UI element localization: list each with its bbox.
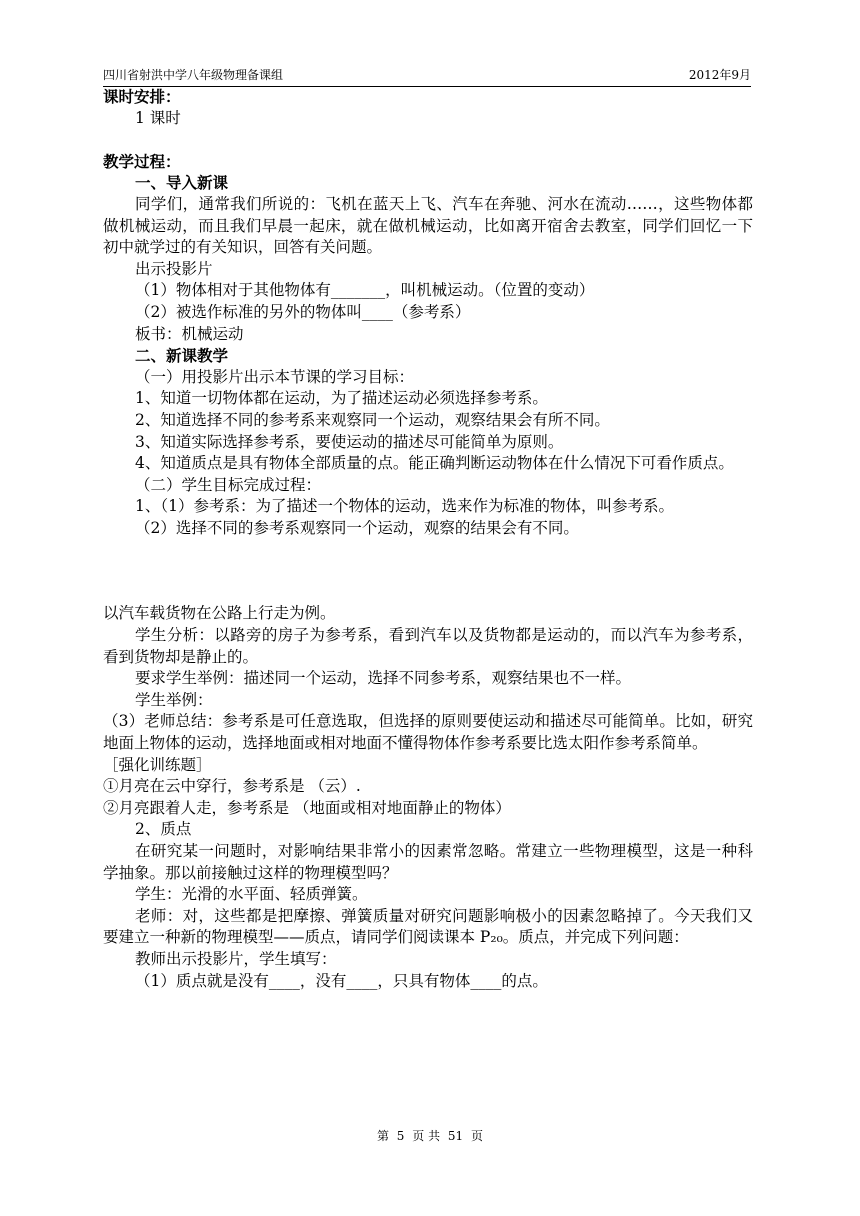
paragraph: 4、知道质点是具有物体全部质量的点。能正确判断运动物体在什么情况下可看作质点。: [135, 454, 734, 473]
paragraph: （2）被选作标准的另外的物体叫____（参考系）: [135, 302, 471, 321]
paragraph: （1）质点就是没有____，没有____，只具有物体____的点。: [135, 971, 548, 990]
page-header: [103, 68, 751, 87]
paragraph: 3、知道实际选择参考系，要使运动的描述尽可能简单为原则。: [135, 432, 564, 451]
paragraph: 出示投影片: [135, 259, 213, 278]
paragraph: ［强化训练题］: [103, 755, 212, 774]
paragraph: 在研究某一问题时，对影响结果非常小的因素常忽略。常建立一些物理模型，这是一种科学抽象。那以前接触过这样的物理模型吗？: [103, 842, 753, 882]
paragraph: 教师出示投影片，学生填写：: [135, 949, 337, 968]
paragraph: 要求学生举例：描述同一个运动，选择不同参考系，观察结果也不一样。: [135, 669, 632, 688]
paragraph: 同学们，通常我们所说的：飞机在蓝天上飞、汽车在奔驰、河水在流动……，这些物体都做机械运动，而且我们早晨一起床，就在做机械运动，比如离开宿舍去教室，同学们回忆一下初中就学过的有关知识，回答有关问题。: [103, 194, 753, 257]
paragraph: 课时安排：: [103, 87, 181, 106]
paragraph: 老师：对，这些都是把摩擦、弹簧质量对研究问题影响极小的因素忽略掉了。今天我们又要建立一种新的物理模型——质点，请同学们阅读课本 P₂₀。质点，并完成下列问题：: [103, 906, 753, 947]
footer-total-pages: 51: [447, 1129, 464, 1143]
paragraph: 二、新课教学: [135, 346, 229, 366]
paragraph: （1）物体相对于其他物体有_______，叫机械运动。（位置的变动）: [135, 281, 595, 300]
paragraph: 1、（1）参考系：为了描述一个物体的运动，选来作为标准的物体，叫参考系。: [135, 497, 674, 516]
header-left-text: 四川省射洪中学八年级物理备课组: [103, 68, 284, 82]
document-body: [103, 86, 753, 992]
paragraph: 板书：机械运动: [135, 324, 244, 343]
paragraph: （3）老师总结：参考系是可任意选取，但选择的原则要使运动和描述尽可能简单。比如，研究地面上物体的运动，选择地面或相对地面不懂得物体作参考系要比选太阳作参考系简单。: [103, 712, 753, 753]
paragraph: 学生分析：以路旁的房子为参考系，看到汽车以及货物都是运动的，而以汽车为参考系，看到货物却是静止的。: [103, 626, 753, 666]
spacer: [103, 129, 753, 151]
paragraph: ②月亮跟着人走，参考系是 （地面或相对地面静止的物体）: [103, 798, 511, 817]
paragraph: （2）选择不同的参考系观察同一个运动，观察的结果会有不同。: [135, 518, 579, 537]
page-footer: [0, 1127, 860, 1144]
paragraph: 1、知道一切物体都在运动，为了描述运动必须选择参考系。: [135, 389, 548, 408]
footer-label-prefix: 第: [376, 1129, 389, 1143]
paragraph: 1 课时: [135, 108, 181, 127]
footer-label-mid: 页 共: [412, 1129, 441, 1143]
footer-label-suffix: 页: [471, 1129, 484, 1143]
paragraph: （二）学生目标完成过程：: [135, 475, 322, 494]
paragraph: 以汽车载货物在公路上行走为例。: [103, 604, 336, 623]
paragraph: 2、知道选择不同的参考系来观察同一个运动，观察结果会有所不同。: [135, 410, 610, 429]
header-date: 2012年9月: [688, 68, 751, 82]
paragraph: 学生举例：: [135, 690, 213, 709]
footer-page-number: 5: [396, 1129, 405, 1143]
spacer: [103, 539, 753, 603]
paragraph: 2、质点: [135, 820, 192, 839]
paragraph: 教学过程：: [103, 151, 181, 171]
paragraph: 一、导入新课: [135, 173, 229, 193]
paragraph: ①月亮在云中穿行，参考系是 （云）.: [103, 777, 361, 796]
paragraph: （一）用投影片出示本节课的学习目标：: [135, 367, 415, 386]
paragraph: 学生：光滑的水平面、轻质弹簧。: [135, 885, 368, 904]
